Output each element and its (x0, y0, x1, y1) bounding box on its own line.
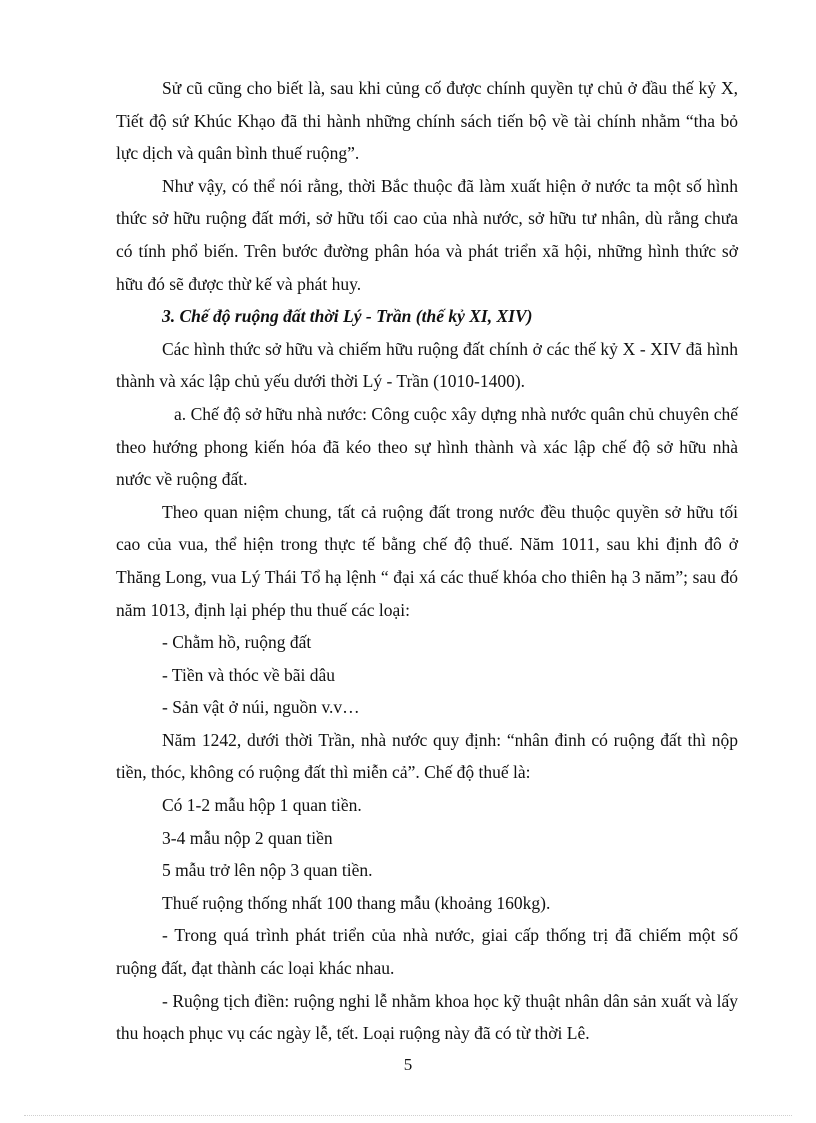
list-item: Có 1-2 mẫu hộp 1 quan tiền. (162, 795, 362, 816)
paragraph: Năm 1242, dưới thời Trần, nhà nước quy định: “nhân đinh có ruộng đất thì nộp tiền, thóc, không có ruộng đất thì miễn cả”. Chế độ thuế là: (116, 729, 738, 783)
list-item: 5 mẫu trở lên nộp 3 quan tiền. (162, 860, 373, 881)
list-item: - Chằm hồ, ruộng đất (162, 632, 312, 653)
paragraph: Các hình thức sở hữu và chiếm hữu ruộng đất chính ở các thế kỷ X - XIV đã hình thành và xác lập chủ yếu dưới thời Lý - Trần (1010-1400). (116, 338, 738, 392)
paragraph: Như vậy, có thể nói rằng, thời Bắc thuộc đã làm xuất hiện ở nước ta một số hình thức sở hữu ruộng đất mới, sở hữu tối cao của nhà nước, sở hữu tư nhân, dù rằng chưa có tính phổ biến. Trên bước đường phân hóa và phát triển xã hội, những hình thức sở hữu đó sẽ được thừ kế và phát huy. (116, 175, 738, 294)
section-heading: 3. Chế độ ruộng đất thời Lý - Trần (thế kỷ XI, XIV) (162, 306, 533, 327)
list-item: - Tiền và thóc về bãi dâu (162, 664, 336, 685)
list-item: 3-4 mẫu nộp 2 quan tiền (162, 827, 333, 848)
page-number: 5 (403, 1055, 413, 1074)
paragraph: Theo quan niệm chung, tất cả ruộng đất trong nước đều thuộc quyền sở hữu tối cao của vua, thể hiện trong thực tế bằng chế độ thuế. Năm 1011, sau khi định đô ở Thăng Long, vua Lý Thái Tổ hạ lệnh “ đại xá các thuế khóa cho thiên hạ 3 năm”; sau đó năm 1013, định lại phép thu thuế các loại: (116, 501, 738, 620)
paragraph: a. Chế độ sở hữu nhà nước: Công cuộc xây dựng nhà nước quân chủ chuyên chế theo hướng phong kiến hóa đã kéo theo sự hình thành và xác lập chế độ sở hữu nhà nước về ruộng đất. (116, 403, 738, 490)
paragraph: Sử cũ cũng cho biết là, sau khi củng cố được chính quyền tự chủ ở đầu thế kỷ X, Tiết độ sứ Khúc Khạo đã thi hành những chính sách tiến bộ về tài chính nhằm “tha bỏ lực dịch và quân bình thuế ruộng”. (116, 78, 738, 164)
list-item: Thuế ruộng thống nhất 100 thang mẫu (khoảng 160kg). (162, 892, 551, 913)
list-item: - Sản vật ở núi, nguồn v.v… (162, 697, 360, 718)
paragraph: - Trong quá trình phát triển của nhà nước, giai cấp thống trị đã chiếm một số ruộng đất, đạt thành các loại khác nhau. (116, 925, 738, 979)
page-footer-divider (24, 1115, 792, 1116)
page-body (116, 72, 738, 1050)
paragraph: - Ruộng tịch điền: ruộng nghi lễ nhằm khoa học kỹ thuật nhân dân sản xuất và lấy thu hoạch phục vụ các ngày lễ, tết. Loại ruộng này đã có từ thời Lê. (116, 990, 738, 1044)
